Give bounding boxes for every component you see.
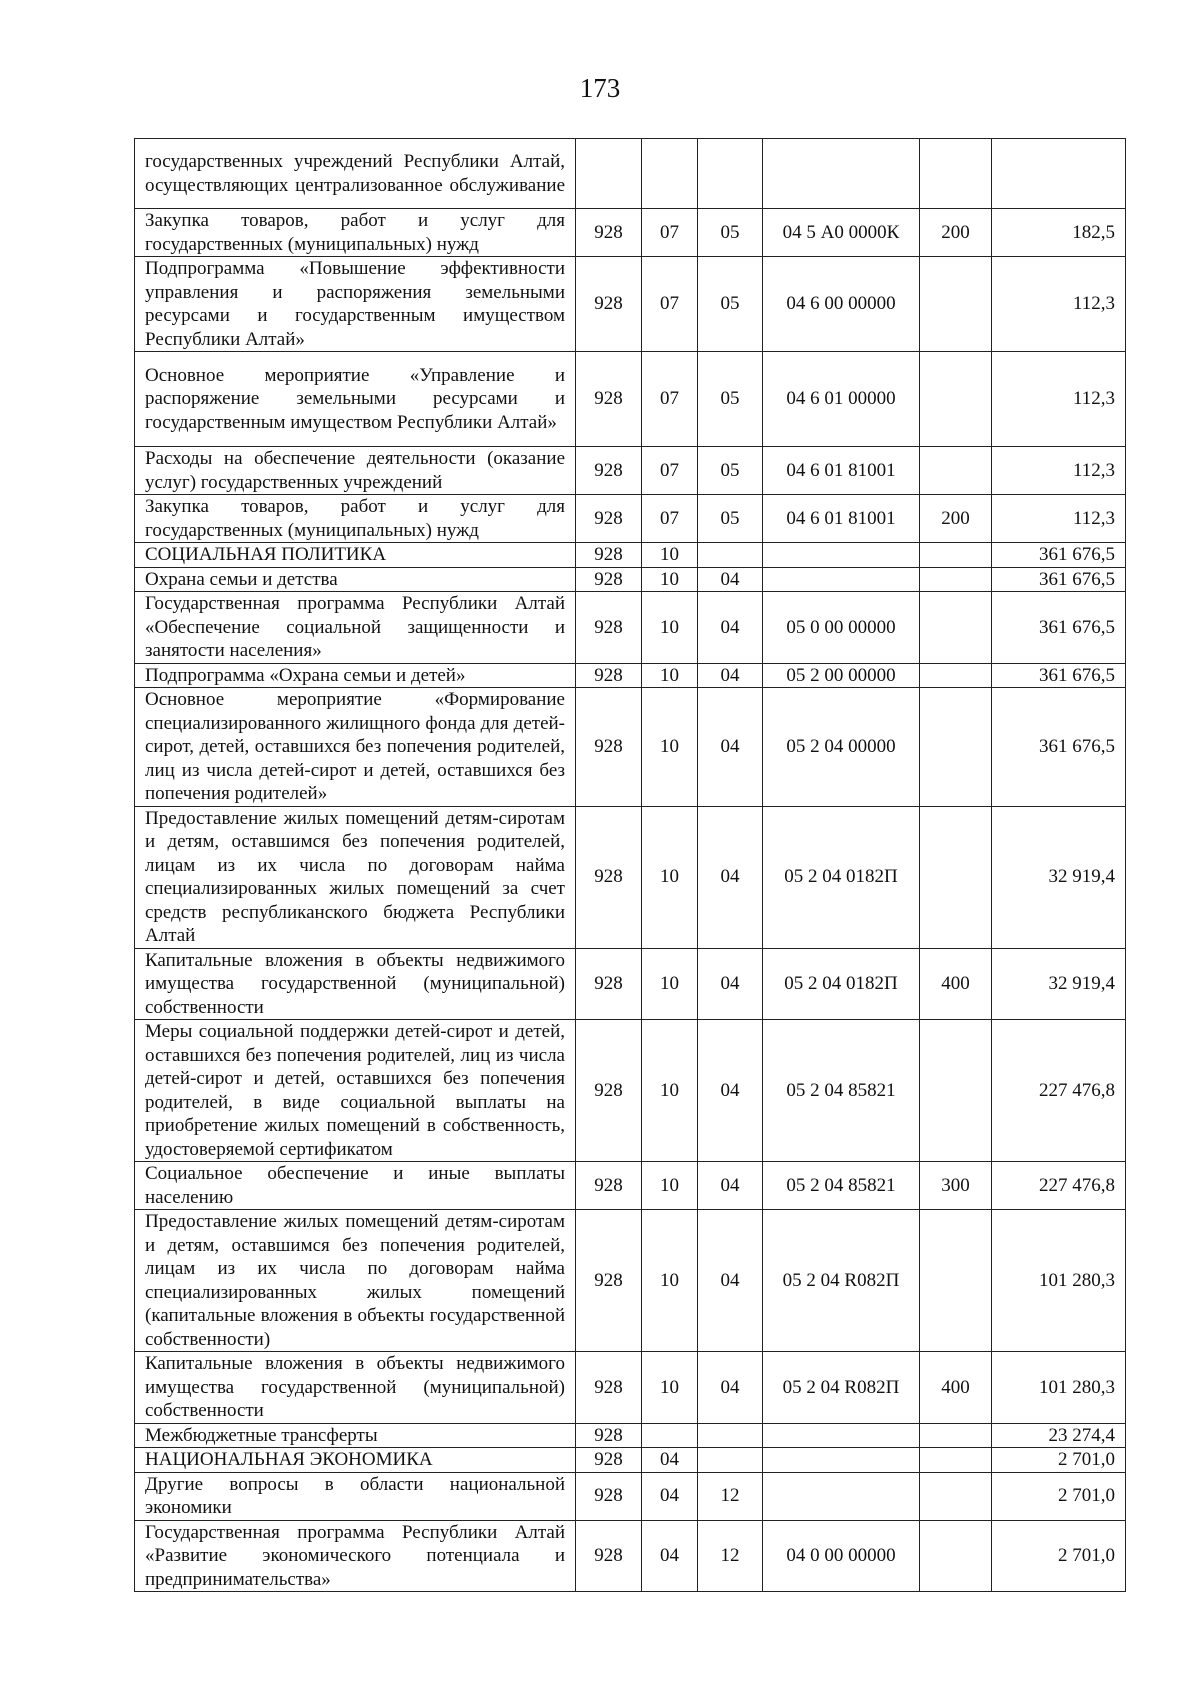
table-row [135, 1520, 1126, 1592]
row-target-article: 05 2 00 00000 [763, 663, 920, 688]
row-name: Капитальные вложения в объекты недвижимого имущества государственной (муниципальной) собственности [135, 948, 576, 1020]
row-subsection-code: 05 [698, 209, 763, 257]
row-section-code: 07 [642, 352, 698, 447]
row-subsection-code [698, 1448, 763, 1473]
table-row [135, 688, 1126, 807]
row-section-code: 10 [642, 663, 698, 688]
row-name: Межбюджетные трансферты [135, 1423, 576, 1448]
row-expense-type [920, 688, 992, 807]
row-ministry-code: 928 [576, 1020, 642, 1162]
row-expense-type [920, 1020, 992, 1162]
row-expense-type: 300 [920, 1162, 992, 1210]
row-target-article: 04 0 00 00000 [763, 1520, 920, 1592]
row-expense-type [920, 257, 992, 352]
row-sum: 23 274,4 [992, 1423, 1126, 1448]
row-target-article: 04 6 01 81001 [763, 495, 920, 543]
row-target-article [763, 1448, 920, 1473]
row-target-article: 04 6 01 00000 [763, 352, 920, 447]
row-target-article [763, 1423, 920, 1448]
row-name: Подпрограмма «Повышение эффективности управления и распоряжения земельными ресурсами и государственным имуществом Республики Алтай» [135, 257, 576, 352]
row-name: Закупка товаров, работ и услуг для государственных (муниципальных) нужд [135, 495, 576, 543]
row-subsection-code: 05 [698, 495, 763, 543]
row-target-article: 05 2 04 R082П [763, 1210, 920, 1352]
row-ministry-code [576, 139, 642, 209]
row-section-code: 10 [642, 1020, 698, 1162]
row-expense-type [920, 1520, 992, 1592]
row-name: Социальное обеспечение и иные выплаты населению [135, 1162, 576, 1210]
row-name: Основное мероприятие «Формирование специализированного жилищного фонда для детей-сирот, детей, оставшихся без попечения родителей, лиц из числа детей-сирот и детей, оставшихся без попечения родителей» [135, 688, 576, 807]
row-subsection-code: 12 [698, 1472, 763, 1520]
row-target-article: 05 2 04 85821 [763, 1162, 920, 1210]
row-ministry-code: 928 [576, 1210, 642, 1352]
table-row [135, 1352, 1126, 1424]
row-sum: 2 701,0 [992, 1472, 1126, 1520]
budget-table [134, 138, 1126, 1592]
row-subsection-code: 04 [698, 663, 763, 688]
row-expense-type [920, 592, 992, 664]
table-row [135, 209, 1126, 257]
table-row [135, 257, 1126, 352]
row-sum: 32 919,4 [992, 806, 1126, 948]
row-expense-type [920, 1472, 992, 1520]
table-row [135, 139, 1126, 209]
row-expense-type: 200 [920, 495, 992, 543]
row-target-article [763, 139, 920, 209]
row-section-code: 07 [642, 209, 698, 257]
table-row [135, 352, 1126, 447]
row-name: Расходы на обеспечение деятельности (оказание услуг) государственных учреждений [135, 447, 576, 495]
row-ministry-code: 928 [576, 1162, 642, 1210]
row-subsection-code: 04 [698, 1020, 763, 1162]
row-section-code: 10 [642, 592, 698, 664]
row-ministry-code: 928 [576, 1472, 642, 1520]
row-target-article: 05 2 04 0182П [763, 948, 920, 1020]
row-name: Другие вопросы в области национальной экономики [135, 1472, 576, 1520]
table-row [135, 1448, 1126, 1473]
row-subsection-code: 04 [698, 806, 763, 948]
row-target-article: 05 2 04 R082П [763, 1352, 920, 1424]
row-expense-type [920, 663, 992, 688]
row-subsection-code: 04 [698, 1210, 763, 1352]
row-sum: 112,3 [992, 447, 1126, 495]
row-ministry-code: 928 [576, 447, 642, 495]
row-subsection-code: 04 [698, 567, 763, 592]
row-name: Государственная программа Республики Алтай «Развитие экономического потенциала и предпринимательства» [135, 1520, 576, 1592]
row-section-code: 07 [642, 257, 698, 352]
row-sum: 361 676,5 [992, 567, 1126, 592]
row-name: Охрана семьи и детства [135, 567, 576, 592]
table-row [135, 663, 1126, 688]
table-row [135, 1020, 1126, 1162]
page-number: 173 [579, 73, 621, 103]
row-target-article [763, 1472, 920, 1520]
row-target-article: 05 2 04 85821 [763, 1020, 920, 1162]
table-row [135, 1210, 1126, 1352]
row-expense-type [920, 543, 992, 568]
row-expense-type [920, 806, 992, 948]
row-sum: 361 676,5 [992, 688, 1126, 807]
row-subsection-code: 05 [698, 352, 763, 447]
row-section-code: 10 [642, 567, 698, 592]
row-name: НАЦИОНАЛЬНАЯ ЭКОНОМИКА [135, 1448, 576, 1473]
row-expense-type [920, 1210, 992, 1352]
row-ministry-code: 928 [576, 592, 642, 664]
row-ministry-code: 928 [576, 1520, 642, 1592]
row-expense-type: 200 [920, 209, 992, 257]
row-sum: 101 280,3 [992, 1210, 1126, 1352]
row-section-code: 04 [642, 1520, 698, 1592]
row-sum: 112,3 [992, 352, 1126, 447]
row-sum: 112,3 [992, 257, 1126, 352]
row-subsection-code: 05 [698, 447, 763, 495]
row-name: СОЦИАЛЬНАЯ ПОЛИТИКА [135, 543, 576, 568]
row-subsection-code [698, 1423, 763, 1448]
row-sum: 112,3 [992, 495, 1126, 543]
row-subsection-code [698, 139, 763, 209]
table-row [135, 567, 1126, 592]
row-expense-type [920, 352, 992, 447]
row-target-article: 04 6 00 00000 [763, 257, 920, 352]
row-target-article: 04 5 А0 0000К [763, 209, 920, 257]
row-target-article: 05 2 04 0182П [763, 806, 920, 948]
row-ministry-code: 928 [576, 948, 642, 1020]
row-target-article [763, 567, 920, 592]
row-ministry-code: 928 [576, 1352, 642, 1424]
row-name: Закупка товаров, работ и услуг для государственных (муниципальных) нужд [135, 209, 576, 257]
row-sum: 2 701,0 [992, 1520, 1126, 1592]
table-row [135, 1423, 1126, 1448]
row-subsection-code: 05 [698, 257, 763, 352]
row-ministry-code: 928 [576, 257, 642, 352]
table-row [135, 447, 1126, 495]
row-target-article: 05 2 04 00000 [763, 688, 920, 807]
row-section-code: 10 [642, 1162, 698, 1210]
row-expense-type: 400 [920, 1352, 992, 1424]
table-row [135, 1472, 1126, 1520]
row-sum: 101 280,3 [992, 1352, 1126, 1424]
row-expense-type [920, 567, 992, 592]
row-section-code: 10 [642, 688, 698, 807]
row-ministry-code: 928 [576, 543, 642, 568]
row-subsection-code: 04 [698, 688, 763, 807]
row-section-code: 07 [642, 495, 698, 543]
row-section-code: 04 [642, 1448, 698, 1473]
row-section-code [642, 1423, 698, 1448]
row-name: Капитальные вложения в объекты недвижимого имущества государственной (муниципальной) собственности [135, 1352, 576, 1424]
row-expense-type [920, 447, 992, 495]
row-section-code: 04 [642, 1472, 698, 1520]
row-ministry-code: 928 [576, 688, 642, 807]
table-row [135, 1162, 1126, 1210]
row-ministry-code: 928 [576, 352, 642, 447]
row-subsection-code [698, 543, 763, 568]
row-subsection-code: 04 [698, 948, 763, 1020]
row-ministry-code: 928 [576, 495, 642, 543]
row-ministry-code: 928 [576, 567, 642, 592]
row-sum: 227 476,8 [992, 1162, 1126, 1210]
row-ministry-code: 928 [576, 663, 642, 688]
row-section-code: 10 [642, 543, 698, 568]
row-name: государственных учреждений Республики Алтай, осуществляющих централизованное обслуживание [135, 139, 576, 209]
row-subsection-code: 04 [698, 592, 763, 664]
row-section-code: 10 [642, 806, 698, 948]
row-ministry-code: 928 [576, 209, 642, 257]
row-name: Предоставление жилых помещений детям-сиротам и детям, оставшимся без попечения родителей, лицам из их числа по договорам найма специализированных жилых помещений за счет средств республиканского бюджета Республики Алтай [135, 806, 576, 948]
row-sum: 32 919,4 [992, 948, 1126, 1020]
row-ministry-code: 928 [576, 1423, 642, 1448]
row-expense-type [920, 139, 992, 209]
row-sum: 361 676,5 [992, 543, 1126, 568]
row-name: Предоставление жилых помещений детям-сиротам и детям, оставшимся без попечения родителей, лицам из их числа по договорам найма специализированных жилых помещений (капитальные вложения в объекты государственной собственности) [135, 1210, 576, 1352]
row-target-article: 04 6 01 81001 [763, 447, 920, 495]
table-row [135, 495, 1126, 543]
row-sum: 2 701,0 [992, 1448, 1126, 1473]
row-ministry-code: 928 [576, 1448, 642, 1473]
row-ministry-code: 928 [576, 806, 642, 948]
row-sum: 182,5 [992, 209, 1126, 257]
row-sum: 361 676,5 [992, 663, 1126, 688]
table-row [135, 948, 1126, 1020]
table-row [135, 543, 1126, 568]
row-expense-type [920, 1423, 992, 1448]
row-section-code: 10 [642, 1210, 698, 1352]
row-name: Подпрограмма «Охрана семьи и детей» [135, 663, 576, 688]
row-name: Основное мероприятие «Управление и распоряжение земельными ресурсами и государственным имуществом Республики Алтай» [135, 352, 576, 447]
row-sum [992, 139, 1126, 209]
table-row [135, 592, 1126, 664]
row-subsection-code: 12 [698, 1520, 763, 1592]
row-name: Государственная программа Республики Алтай «Обеспечение социальной защищенности и занятости населения» [135, 592, 576, 664]
row-subsection-code: 04 [698, 1352, 763, 1424]
row-section-code: 07 [642, 447, 698, 495]
budget-table-body [135, 139, 1126, 1592]
row-subsection-code: 04 [698, 1162, 763, 1210]
row-expense-type [920, 1448, 992, 1473]
row-sum: 361 676,5 [992, 592, 1126, 664]
row-target-article: 05 0 00 00000 [763, 592, 920, 664]
row-section-code [642, 139, 698, 209]
row-name: Меры социальной поддержки детей-сирот и детей, оставшихся без попечения родителей, лиц из числа детей-сирот и детей, оставшихся без попечения родителей, в виде социальной выплаты на приобретение жилых помещений в собственность, удостоверяемой сертификатом [135, 1020, 576, 1162]
row-sum: 227 476,8 [992, 1020, 1126, 1162]
row-expense-type: 400 [920, 948, 992, 1020]
table-row [135, 806, 1126, 948]
row-section-code: 10 [642, 1352, 698, 1424]
row-target-article [763, 543, 920, 568]
row-section-code: 10 [642, 948, 698, 1020]
